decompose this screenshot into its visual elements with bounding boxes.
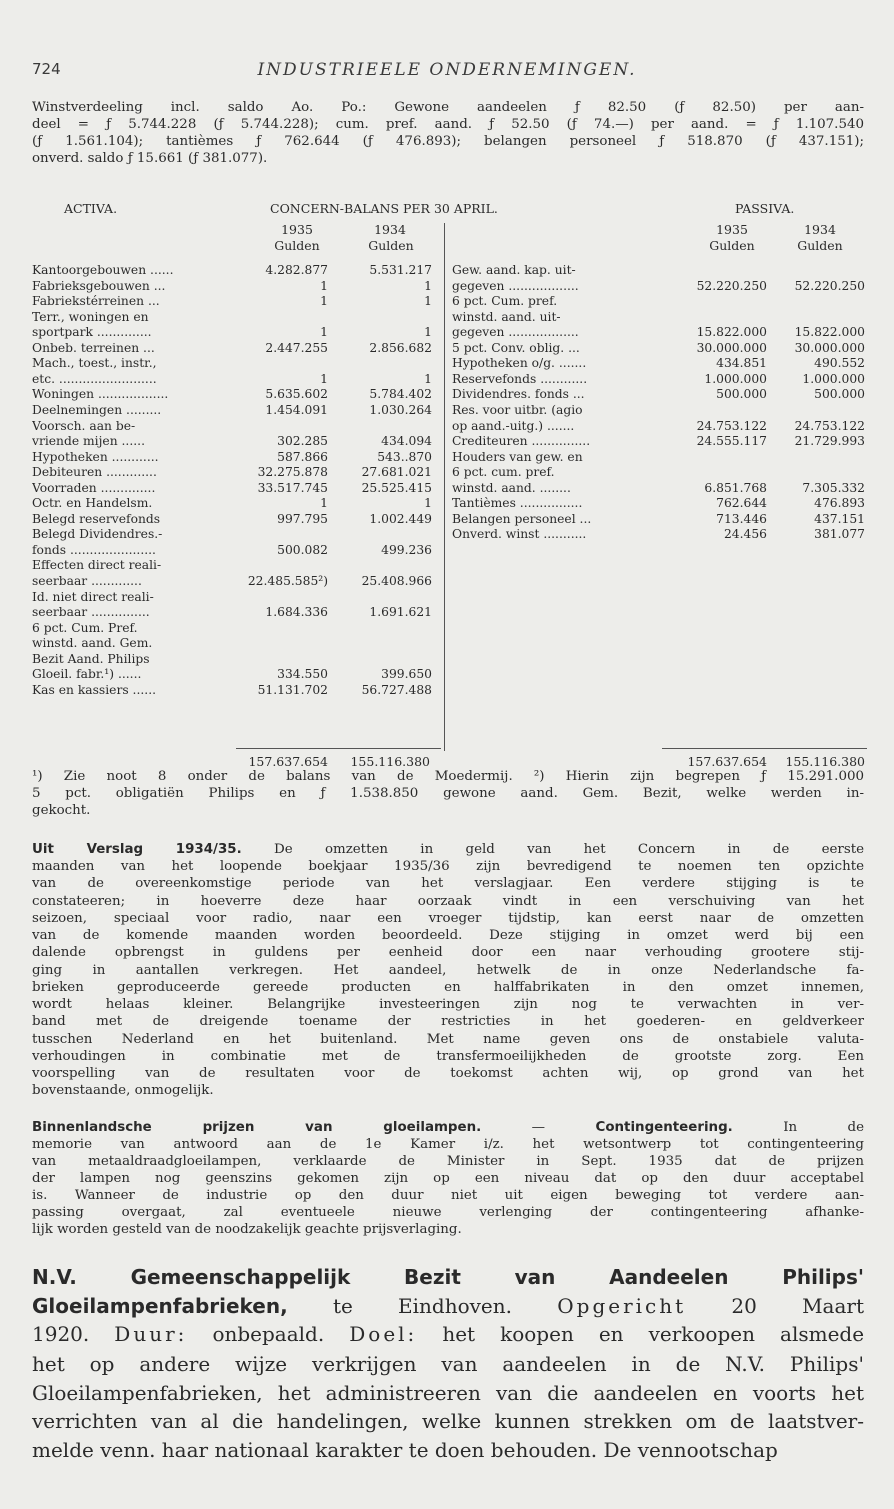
- passiva-row: [32, 527, 864, 542]
- row-label: Belegd Dividendres.-: [32, 527, 163, 542]
- verslag-heading: Uit Verslag 1934/35.: [32, 842, 242, 857]
- passiva-row: [32, 465, 864, 480]
- passiva-row: [32, 294, 864, 309]
- value-1934: 399.650: [381, 667, 432, 682]
- row-label: Voorsch. aan be-: [32, 418, 136, 433]
- verslag-line: De omzetten in geld van het Concern in de eerste: [273, 842, 864, 857]
- row-label: Fabrieksgebouwen ...: [32, 278, 166, 293]
- text-line: verrichten van al die handelingen, welke kunnen strekken om de laatstver-: [32, 1409, 864, 1434]
- row-label: Terr., woningen en: [32, 309, 149, 324]
- opgericht-label: Opgericht: [557, 1294, 687, 1318]
- dash: —: [531, 1120, 546, 1135]
- footnote-line: ¹) Zie noot 8 onder de balans van de Moedermij. ²) Hierin zijn begrepen ƒ 15.291.000: [32, 769, 864, 784]
- value-1935: 1: [320, 325, 328, 340]
- value-1934: 2.856.682: [369, 340, 432, 355]
- value-1934: 25.408.966: [361, 574, 432, 588]
- row-label: winstd. aand. Gem.: [32, 636, 153, 651]
- value-1935: 1.684.336: [265, 605, 328, 620]
- value-1935: 15.822.000: [696, 325, 767, 340]
- passiva-row: [32, 263, 864, 278]
- activa-label: ACTIVA.: [64, 201, 118, 216]
- value-1934: 1: [424, 294, 432, 309]
- value-1934: 543..870: [377, 449, 432, 464]
- row-label: Tantièmes ................: [452, 496, 583, 511]
- text-line: melde venn. haar nationaal karakter te doen behouden. De vennootschap: [32, 1437, 778, 1462]
- passiva-row: [32, 419, 864, 434]
- doel-value: het koopen en verkoopen alsmede: [442, 1322, 865, 1346]
- passiva-row: [32, 310, 864, 325]
- text-line: verhoudingen in combinatie met de transfermoeilijkheden de grootste zorg. Een: [32, 1048, 864, 1064]
- value-1935: 24.555.117: [696, 434, 767, 449]
- activa-row: [32, 636, 864, 651]
- value-1934: 25.525.415: [361, 480, 432, 495]
- value-1934: 1: [424, 496, 432, 511]
- activa-row: [32, 574, 864, 589]
- value-1935: 51.131.702: [257, 682, 328, 697]
- text-line: lijk worden gesteld van de noodzakelijk geachte prijsverlaging.: [32, 1222, 462, 1237]
- balance-title: CONCERN-BALANS PER 30 APRIL.: [270, 201, 498, 216]
- row-label: seerbaar ...............: [32, 605, 150, 620]
- text-line: seizoen, speciaal voor radio, naar een vroeger tijdstip, kan eerst naar de omzetten: [32, 910, 864, 926]
- doel-label: Doel:: [349, 1322, 418, 1346]
- row-label: Id. niet direct reali-: [32, 589, 154, 604]
- value-1934: 381.077: [814, 527, 865, 542]
- row-label: Belangen personeel ...: [452, 511, 592, 526]
- row-label: Houders van gew. en: [452, 449, 583, 464]
- text-line: van de komende maanden worden beoordeeld. Deze stijging in omzet werd bij een: [32, 928, 864, 943]
- row-label: Belegd reservefonds: [32, 511, 161, 526]
- text-line: band met de dreigende toename der restricties in het goederen- en geldverkeer: [32, 1014, 864, 1030]
- value-1935: 500.082: [277, 542, 328, 557]
- company-name-cont: Gloeilampenfabrieken,: [32, 1294, 288, 1318]
- text-line: Gloeilampenfabrieken, het administreeren van die aandeelen en voorts het: [32, 1380, 864, 1405]
- value-1935: 6.851.768: [704, 480, 767, 495]
- value-1934: 5.784.402: [369, 387, 432, 402]
- activa-row: [32, 667, 864, 682]
- activa-row: [32, 558, 864, 573]
- row-label: seerbaar .............: [32, 574, 142, 588]
- binnenland-line: In de: [783, 1120, 864, 1135]
- passiva-row: [32, 325, 864, 340]
- text-line: van de overeenkomstige periode van het verslagjaar. Een verdere stijging is te: [32, 876, 864, 892]
- text-line: brieken geproduceerde gereede producten en halffabrikaten in den omzet innemen,: [32, 979, 864, 995]
- company-line-2: [32, 1294, 864, 1319]
- unit-label: Gulden: [797, 238, 843, 253]
- text-line: is. Wanneer de industrie op den duur niet uit eigen beweging tot verdere aan-: [32, 1188, 864, 1203]
- row-label: Dividendres. fonds ...: [452, 387, 585, 402]
- passiva-row: [32, 481, 864, 496]
- footnote-line: 5 pct. obligatiën Philips en ƒ 1.538.850 gewone aand. Gem. Bezit, welke werden in-: [32, 786, 864, 801]
- row-label: Effecten direct reali-: [32, 558, 162, 573]
- activa-row: [32, 590, 864, 605]
- value-1935: 1.000.000: [704, 371, 767, 386]
- value-1934: 499.236: [381, 542, 432, 557]
- row-label: Kantoorgebouwen ......: [32, 263, 174, 277]
- row-label: sportpark ..............: [32, 325, 152, 340]
- total-rule: [236, 748, 441, 749]
- total-rule: [662, 748, 867, 749]
- intro-line: Winstverdeeling incl. saldo Ao. Po.: Gewone aandeelen ƒ 82.50 (ƒ 82.50) per aan-: [32, 100, 864, 115]
- text-line: tusschen Nederland en het buitenland. Met name geven ons de onstabiele valuta-: [32, 1031, 864, 1047]
- passiva-total-1934: 155.116.380: [785, 754, 865, 769]
- value-1934: 15.822.000: [794, 325, 865, 340]
- verslag-first-line: [32, 842, 864, 859]
- value-1934: 1.691.621: [369, 605, 432, 620]
- activa-row: [32, 683, 864, 698]
- text-line: passing overgaat, zal eventueele nieuwe verlenging der contingenteering afhanke-: [32, 1205, 864, 1220]
- intro-line: deel = ƒ 5.744.228 (ƒ 5.744.228); cum. pref. aand. ƒ 52.50 (ƒ 74.—) per aand. = ƒ 1.107.540: [32, 117, 864, 132]
- passiva-total-1935: 157.637.654: [687, 754, 767, 769]
- text-line: voorspelling van de resultaten voor de toekomst achten wij, op grond van het: [32, 1066, 864, 1081]
- intro-line: onverd. saldo ƒ 15.661 (ƒ 381.077).: [32, 151, 268, 166]
- row-label: vriende mijen ......: [32, 434, 145, 449]
- contingenteering-heading: Contingenteering.: [595, 1120, 733, 1135]
- row-label: Fabriekstérreinen ...: [32, 294, 160, 309]
- row-label: Crediteuren ...............: [452, 434, 591, 449]
- row-label: Onbeb. terreinen ...: [32, 340, 155, 355]
- value-1934: 1: [424, 278, 432, 293]
- activa-row: [32, 652, 864, 667]
- year-1935: 1935: [716, 222, 748, 237]
- activa-row: [32, 621, 864, 636]
- row-label: etc. .........................: [32, 371, 157, 386]
- row-label: Reservefonds ............: [452, 371, 588, 386]
- text-line: memorie van antwoord aan de 1e Kamer i/z. het wetsontwerp tot contingenteering: [32, 1137, 864, 1152]
- intro-line: (ƒ 1.561.104); tantièmes ƒ 762.644 (ƒ 476.893); belangen personeel ƒ 518.870 (ƒ 437.151);: [32, 134, 864, 149]
- row-label: Res. voor uitbr. (agio: [452, 402, 583, 417]
- value-1934: 490.552: [814, 356, 865, 371]
- founded-year: 1920.: [32, 1322, 90, 1346]
- value-1934: 27.681.021: [361, 465, 432, 480]
- page-number: 724: [32, 60, 61, 78]
- activa-row: [32, 543, 864, 558]
- row-label: gegeven ..................: [452, 325, 579, 340]
- row-label: fonds ......................: [32, 542, 156, 557]
- row-label: Debiteuren .............: [32, 465, 157, 480]
- value-1935: 24.456: [723, 527, 767, 542]
- row-label: Onverd. winst ...........: [452, 527, 587, 542]
- value-1934: 52.220.250: [794, 278, 865, 293]
- text-line: het op andere wijze verkrijgen van aandeelen in de N.V. Philips': [32, 1352, 864, 1376]
- row-label: Gloeil. fabr.¹) ......: [32, 667, 142, 682]
- value-1935: 2.447.255: [265, 340, 328, 355]
- text-line: der lampen nog geenszins gekomen zijn op een niveau dat op den duur acceptabel: [32, 1171, 864, 1186]
- value-1934: 1.000.000: [802, 371, 865, 386]
- passiva-row: [32, 434, 864, 449]
- value-1934: 7.305.332: [802, 480, 865, 495]
- binnenland-first-line: [32, 1120, 864, 1137]
- value-1935: 500.000: [716, 387, 767, 402]
- activa-total-1935: 157.637.654: [248, 754, 328, 769]
- value-1935: 24.753.122: [696, 418, 767, 433]
- value-1934: 1.002.449: [369, 511, 432, 526]
- value-1935: 33.517.745: [257, 480, 328, 495]
- passiva-row: [32, 341, 864, 356]
- value-1935: 1: [320, 278, 328, 293]
- passiva-row: [32, 512, 864, 527]
- text-line: maanden van het loopende boekjaar 1935/36 zijn bevredigend te noemen ten opzichte: [32, 859, 864, 874]
- row-label: 6 pct. Cum. pref.: [452, 294, 558, 309]
- value-1934: 56.727.488: [361, 682, 432, 697]
- row-label: gegeven ..................: [452, 278, 579, 293]
- value-1934: 1.030.264: [369, 402, 432, 417]
- running-header: [32, 60, 862, 84]
- row-label: winstd. aand. uit-: [452, 309, 561, 324]
- value-1934: 5.531.217: [369, 263, 432, 277]
- value-1935: 713.446: [716, 511, 767, 526]
- text-line: van metaaldraadgloeilampen, verklaarde de Minister in Sept. 1935 dat de prijzen: [32, 1154, 864, 1169]
- row-label: Octr. en Handelsm.: [32, 496, 153, 511]
- unit-label: Gulden: [368, 238, 414, 253]
- binnenland-heading: Binnenlandsche prijzen van gloeilampen.: [32, 1120, 482, 1135]
- passiva-row: [32, 372, 864, 387]
- company-name: N.V. Gemeenschappelijk Bezit van Aandeelen Philips': [32, 1265, 864, 1289]
- year-1934: 1934: [804, 222, 836, 237]
- value-1935: 997.795: [277, 511, 328, 526]
- row-label: Hypotheken o/g. .......: [452, 356, 587, 371]
- row-label: Kas en kassiers ......: [32, 682, 157, 697]
- value-1935: 1: [320, 371, 328, 386]
- company-line-1: [32, 1265, 864, 1290]
- passiva-row: [32, 403, 864, 418]
- value-1935: 1: [320, 496, 328, 511]
- row-label: op aand.-uitg.) .......: [452, 418, 575, 433]
- unit-label: Gulden: [274, 238, 320, 253]
- value-1934: 21.729.993: [794, 434, 865, 449]
- row-label: 6 pct. Cum. Pref.: [32, 620, 138, 635]
- year-1935: 1935: [281, 222, 313, 237]
- value-1934: 24.753.122: [794, 418, 865, 433]
- row-label: Gew. aand. kap. uit-: [452, 263, 576, 277]
- value-1935: 1.454.091: [265, 402, 328, 417]
- company-place: te Eindhoven.: [332, 1294, 513, 1318]
- value-1934: 500.000: [814, 387, 865, 402]
- passiva-row: [32, 387, 864, 402]
- text-line: bovenstaande, onmogelijk.: [32, 1083, 214, 1099]
- value-1935: 22.485.585²): [247, 574, 328, 588]
- text-line: wordt helaas kleiner. Belangrijke investeeringen zijn nog te verwachten in ver-: [32, 997, 864, 1012]
- row-label: Voorraden ..............: [32, 480, 156, 495]
- passiva-row: [32, 496, 864, 511]
- year-1934: 1934: [374, 222, 406, 237]
- value-1934: 437.151: [814, 511, 865, 526]
- row-label: Hypotheken ............: [32, 449, 159, 464]
- value-1935: 334.550: [277, 667, 328, 682]
- passiva-row: [32, 356, 864, 371]
- row-label: 5 pct. Conv. oblig. ...: [452, 340, 580, 355]
- value-1934: 434.094: [381, 434, 432, 449]
- value-1935: 587.866: [277, 449, 328, 464]
- activa-total-1934: 155.116.380: [350, 754, 430, 769]
- row-label: winstd. aand. ........: [452, 480, 571, 495]
- passiva-row: [32, 450, 864, 465]
- value-1935: 302.285: [277, 434, 328, 449]
- value-1935: 434.851: [716, 356, 767, 371]
- row-label: Mach., toest., instr.,: [32, 356, 157, 371]
- value-1934: 476.893: [814, 496, 865, 511]
- page-title: INDUSTRIEELE ONDERNEMINGEN.: [257, 60, 637, 80]
- text-line: ging in aantallen verkregen. Het aandeel, hetwelk de in onze Nederlandsche fa-: [32, 962, 864, 978]
- text-line: dalende opbrengst in guldens per eenheid door een naar verhouding grootere stij-: [32, 945, 864, 961]
- value-1935: 5.635.602: [265, 387, 328, 402]
- company-line-3: [32, 1322, 864, 1347]
- duur-value: onbepaald.: [212, 1322, 325, 1346]
- row-label: 6 pct. cum. pref.: [452, 465, 555, 480]
- value-1935: 30.000.000: [696, 340, 767, 355]
- text-line: constateeren; in hoeverre deze haar oorzaak vindt in een verschuiving van het: [32, 893, 864, 909]
- row-label: Woningen ..................: [32, 387, 169, 402]
- activa-row: [32, 605, 864, 620]
- footnote-line: gekocht.: [32, 803, 91, 818]
- value-1935: 762.644: [716, 496, 767, 511]
- value-1934: 1: [424, 371, 432, 386]
- value-1935: 52.220.250: [696, 278, 767, 293]
- value-1934: 30.000.000: [794, 340, 865, 355]
- row-label: Deelnemingen .........: [32, 402, 162, 417]
- opgericht-value: 20 Maart: [731, 1294, 865, 1318]
- value-1935: 4.282.877: [265, 263, 328, 277]
- passiva-row: [32, 279, 864, 294]
- value-1935: 32.275.878: [257, 465, 328, 480]
- unit-label: Gulden: [709, 238, 755, 253]
- value-1935: 1: [320, 294, 328, 309]
- passiva-label: PASSIVA.: [735, 201, 795, 216]
- value-1934: 1: [424, 325, 432, 340]
- duur-label: Duur:: [114, 1322, 188, 1346]
- row-label: Bezit Aand. Philips: [32, 651, 150, 666]
